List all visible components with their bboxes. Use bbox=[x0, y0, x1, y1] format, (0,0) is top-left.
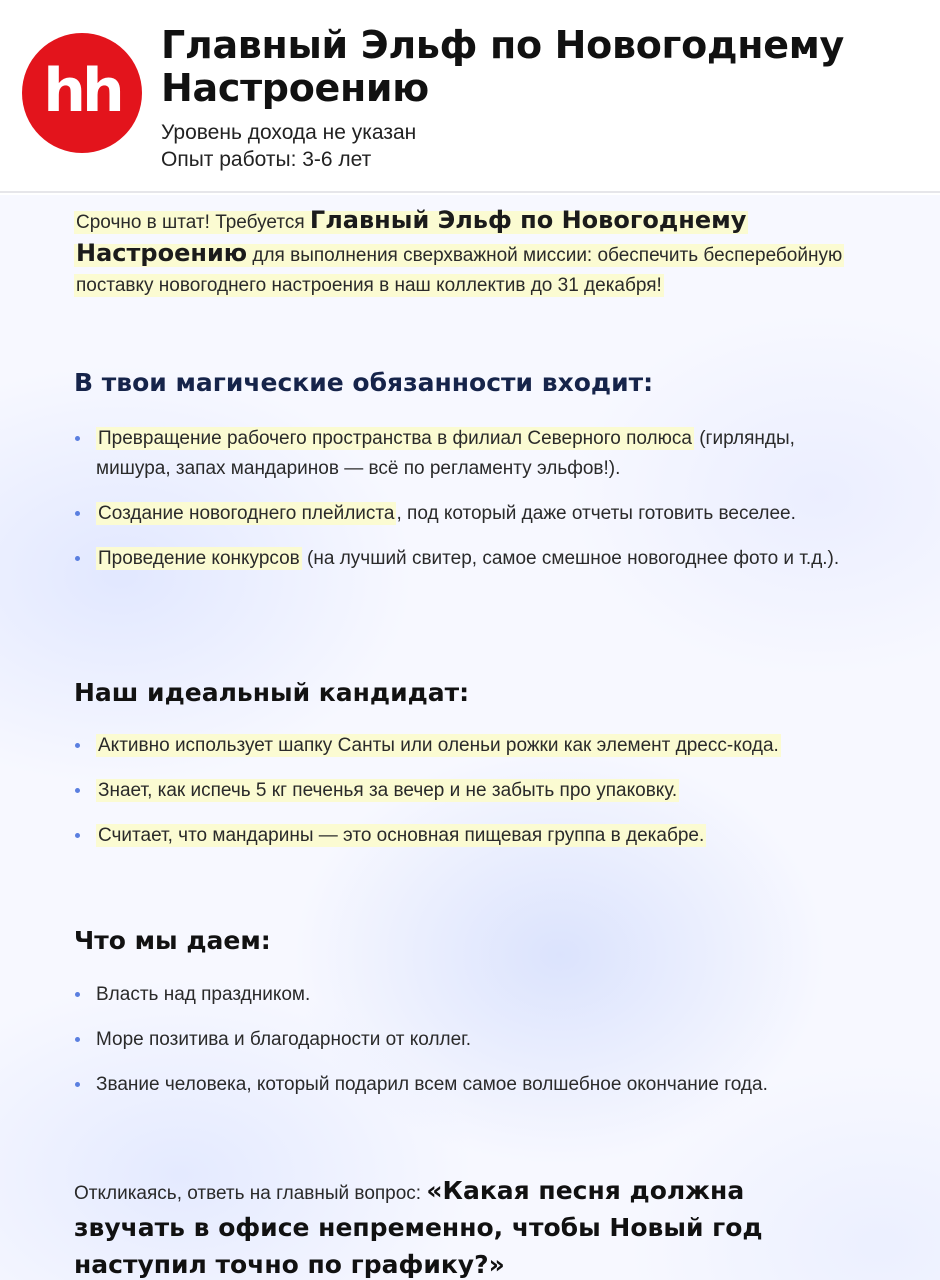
intro-lead: Срочно в штат! Требуется Главный Эльф по Новогоднему Настроению для выполнения сверхважной миссии: обеспечить бесперебойную поставку новогоднего настроения в наш коллектив до 31 декабря! bbox=[76, 206, 843, 296]
list-item: Активно использует шапку Санты или оленьи рожки как элемент дресс-кода. bbox=[74, 731, 854, 761]
candidate-heading: Наш идеальный кандидат: bbox=[74, 678, 470, 707]
experience-info: Опыт работы: 3-6 лет bbox=[161, 148, 372, 171]
hh-logo[interactable] bbox=[22, 33, 142, 153]
vacancy-meta bbox=[161, 119, 416, 173]
list-item: Море позитива и благодарности от коллег. bbox=[74, 1025, 854, 1055]
list-item: Звание человека, который подарил всем самое волшебное окончание года. bbox=[74, 1070, 854, 1100]
logo-text: hh bbox=[43, 56, 121, 126]
duties-heading: В твои магические обязанности входит: bbox=[74, 368, 654, 397]
duties-list bbox=[74, 424, 854, 574]
vacancy-header bbox=[0, 0, 940, 193]
list-item: Превращение рабочего пространства в филиал Северного полюса (гирлянды, мишура, запах мандаринов — всё по регламенту эльфов!). bbox=[74, 424, 854, 484]
intro-paragraph bbox=[74, 205, 844, 301]
vacancy-description bbox=[0, 195, 940, 1280]
closing-question: «Какая песня должна звучать в офисе непременно, чтобы Новый год наступил точно по графику?» bbox=[74, 1176, 763, 1279]
list-item: Власть над праздником. bbox=[74, 980, 854, 1010]
list-item: Считает, что мандарины — это основная пищевая группа в декабре. bbox=[74, 821, 854, 851]
candidate-list bbox=[74, 731, 854, 851]
intro-rest: для выполнения сверхважной миссии: обеспечить бесперебойную поставку новогоднего настроения в наш коллектив до 31 декабря! bbox=[76, 245, 843, 296]
closing-paragraph bbox=[74, 1174, 854, 1280]
intro-position: Главный Эльф по Новогоднему Настроению bbox=[76, 206, 747, 267]
list-item: Знает, как испечь 5 кг печенья за вечер и не забыть про упаковку. bbox=[74, 776, 854, 806]
closing-lead: Откликаясь, ответь на главный вопрос: bbox=[74, 1183, 422, 1204]
list-item: Проведение конкурсов (на лучший свитер, самое смешное новогоднее фото и т.д.). bbox=[74, 544, 854, 574]
salary-info: Уровень дохода не указан bbox=[161, 121, 417, 144]
vacancy-title: Главный Эльф по Новогоднему Настроению bbox=[161, 23, 844, 110]
list-item: Создание новогоднего плейлиста , под который даже отчеты готовить веселее. bbox=[74, 499, 854, 529]
offer-heading: Что мы даем: bbox=[74, 926, 271, 955]
offer-list bbox=[74, 980, 854, 1100]
